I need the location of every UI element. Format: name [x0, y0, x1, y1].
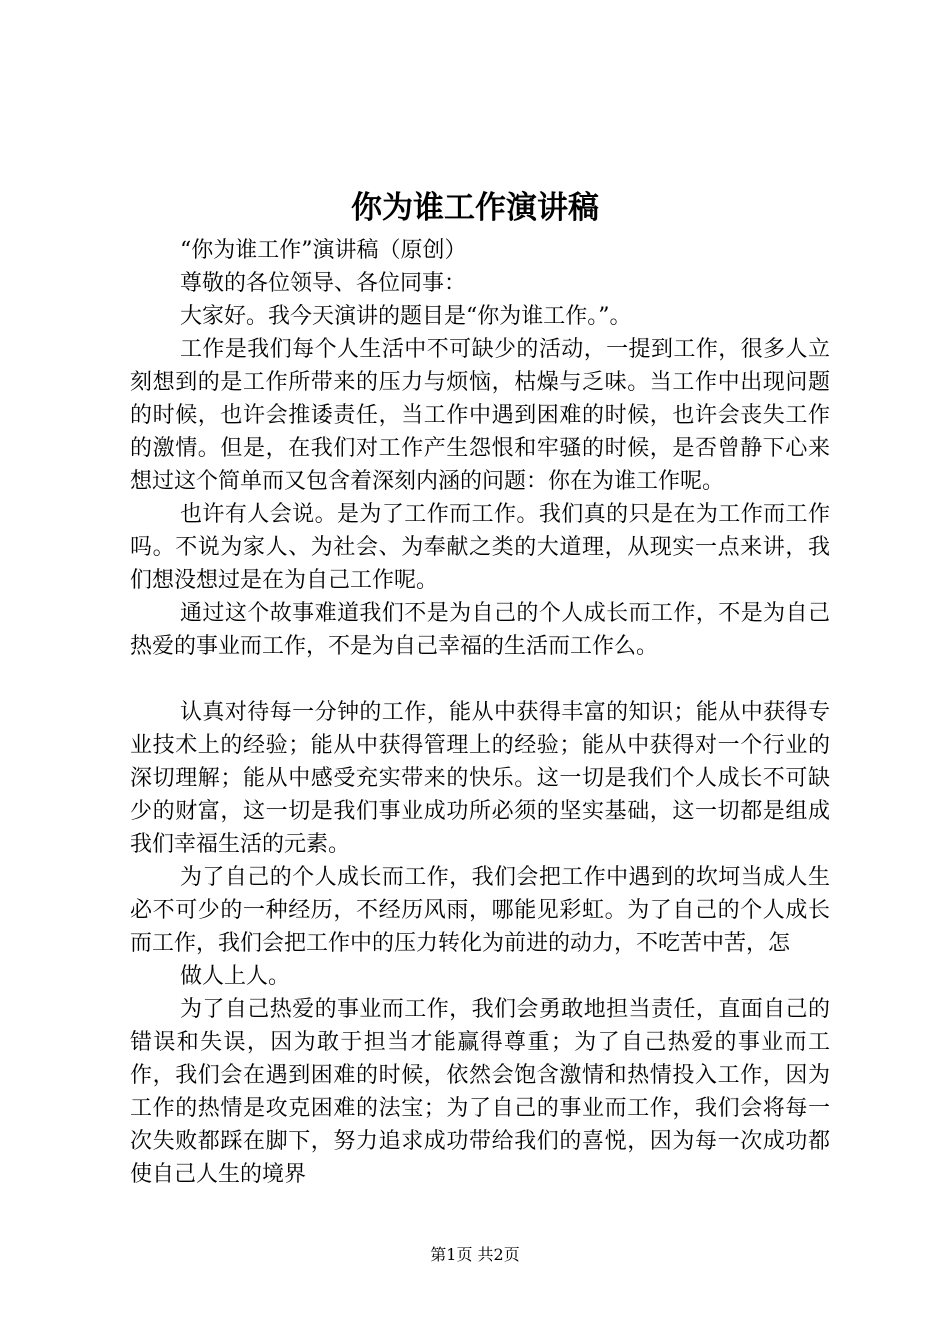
page-footer: 第1页 共2页 — [430, 1245, 520, 1264]
paragraph: 认真对待每一分钟的工作，能从中获得丰富的知识；能从中获得专业技术上的经验；能从中获得管理上的经验；能从中获得对一个行业的深切理解；能从中感受充实带来的快乐。这一切是我们个人成长不可缺少的财富，这一切是我们事业成功所必须的坚实基础，这一切都是组成我们幸福生活的元素。 — [130, 700, 830, 857]
paragraph: 也许有人会说。是为了工作而工作。我们真的只是在为工作而工作吗。不说为家人、为社会、为奉献之类的大道理，从现实一点来讲，我们想没想过是在为自己工作呢。 — [130, 502, 830, 593]
paragraph: 通过这个故事难道我们不是为自己的个人成长而工作，不是为自己热爱的事业而工作，不是为自己幸福的生活而工作么。 — [130, 601, 830, 659]
paragraph-gap — [130, 663, 830, 696]
paragraph-subtitle: “你为谁工作”演讲稿（原创） — [180, 238, 467, 263]
paragraph-greeting: 大家好。我今天演讲的题目是“你为谁工作。”。 — [180, 304, 632, 329]
document-body — [130, 234, 830, 1191]
document-title: 你为谁工作演讲稿 — [351, 190, 599, 226]
paragraph: 做人上人。 — [180, 964, 291, 989]
paragraph: 工作是我们每个人生活中不可缺少的活动，一提到工作，很多人立刻想到的是工作所带来的压力与烦恼，枯燥与乏味。当工作中出现问题的时候，也许会推诿责任，当工作中遇到困难的时候，也许会丧失工作的激情。但是，在我们对工作产生怨恨和牢骚的时候，是否曾静下心来想过这个简单而又包含着深刻内涵的问题：你在为谁工作呢。 — [130, 337, 830, 494]
paragraph: 为了自己的个人成长而工作，我们会把工作中遇到的坎坷当成人生必不可少的一种经历，不经历风雨，哪能见彩虹。为了自己的个人成长而工作，我们会把工作中的压力转化为前进的动力，不吃苦中苦，怎 — [130, 865, 830, 956]
paragraph: 为了自己热爱的事业而工作，我们会勇敢地担当责任，直面自己的错误和失误，因为敢于担当才能赢得尊重；为了自己热爱的事业而工作，我们会在遇到困难的时候，依然会饱含激情和热情投入工作，因为工作的热情是攻克困难的法宝；为了自己的事业而工作，我们会将每一次失败都踩在脚下，努力追求成功带给我们的喜悦，因为每一次成功都使自己人生的境界 — [130, 997, 830, 1187]
paragraph-salutation: 尊敬的各位领导、各位同事： — [180, 271, 467, 296]
